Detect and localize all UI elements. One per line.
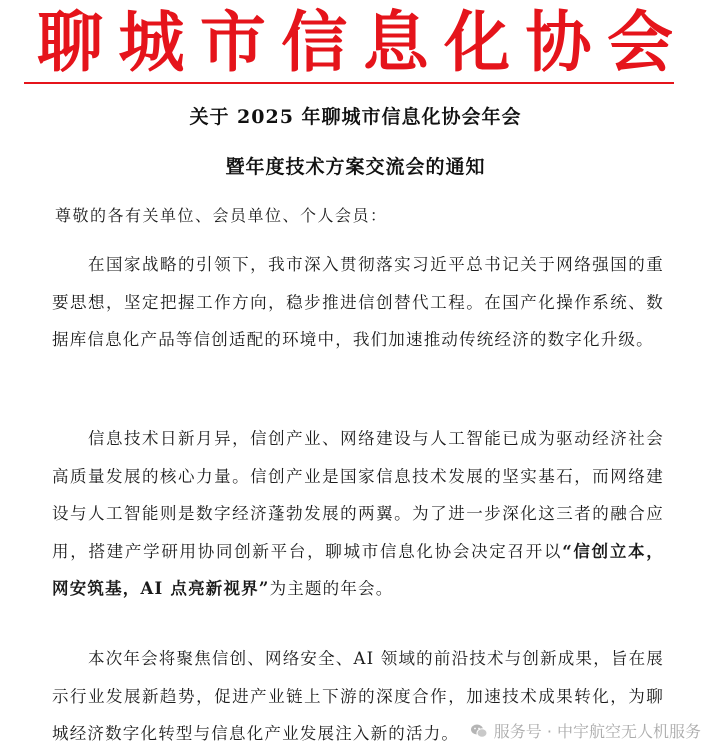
letterhead bbox=[0, 0, 711, 88]
notice-title-line2: 暨年度技术方案交流会的通知 bbox=[225, 156, 486, 178]
notice-title-line1: 关于 2025 年聊城市信息化协会年会 bbox=[189, 106, 522, 128]
paragraph-2-text: 信息技术日新月异，信创产业、网络建设与人工智能已成为驱动经济社会高质量发展的核心力量。信创产业是国家信息技术发展的坚实基石，而网络建设与人工智能则是数字经济蓬勃发展的两翼。为了进一步深化这三者的融合应用，搭建产学研用协同创新平台，聊城市信息化协会决定召开以 bbox=[52, 429, 664, 561]
wechat-icon bbox=[470, 723, 488, 739]
paragraph-3: 本次年会将聚焦信创、网络安全、AI 领域的前沿技术与创新成果，旨在展示行业发展新趋势，促进产业链上下游的深度合作，加速技术成果转化，为聊城经济数字化转型与信息化产业发展注入新的活力。 bbox=[52, 649, 664, 743]
paragraph-1: 在国家战略的引领下，我市深入贯彻落实习近平总书记关于网络强国的重要思想，坚定把握工作方向，稳步推进信创替代工程。在国产化操作系统、数据库信息化产品等信创适配的环境中，我们加速推动传统经济的数字化升级。 bbox=[52, 255, 664, 349]
salutation: 尊敬的各有关单位、会员单位、个人会员： bbox=[55, 206, 388, 225]
paragraph-2-ending: 为主题的年会。 bbox=[269, 579, 394, 598]
watermark-text: 服务号 · 中宇航空无人机服务 bbox=[493, 722, 701, 741]
header-divider bbox=[24, 82, 674, 84]
org-name bbox=[30, 4, 680, 80]
watermark bbox=[470, 719, 701, 742]
org-name-char: 聊 bbox=[37, 3, 103, 81]
org-name-char: 协 bbox=[525, 3, 592, 81]
org-name-char: 信 bbox=[281, 3, 348, 81]
org-name-char: 息 bbox=[362, 3, 429, 81]
org-name-char: 会 bbox=[606, 3, 673, 81]
org-name-char: 化 bbox=[444, 3, 511, 81]
org-name-char: 市 bbox=[199, 3, 266, 81]
paragraph-2 bbox=[52, 420, 664, 608]
meeting-theme: “信创立本，网安筑基，AI 点亮新视界” bbox=[52, 541, 664, 598]
org-name-char: 城 bbox=[118, 3, 185, 81]
